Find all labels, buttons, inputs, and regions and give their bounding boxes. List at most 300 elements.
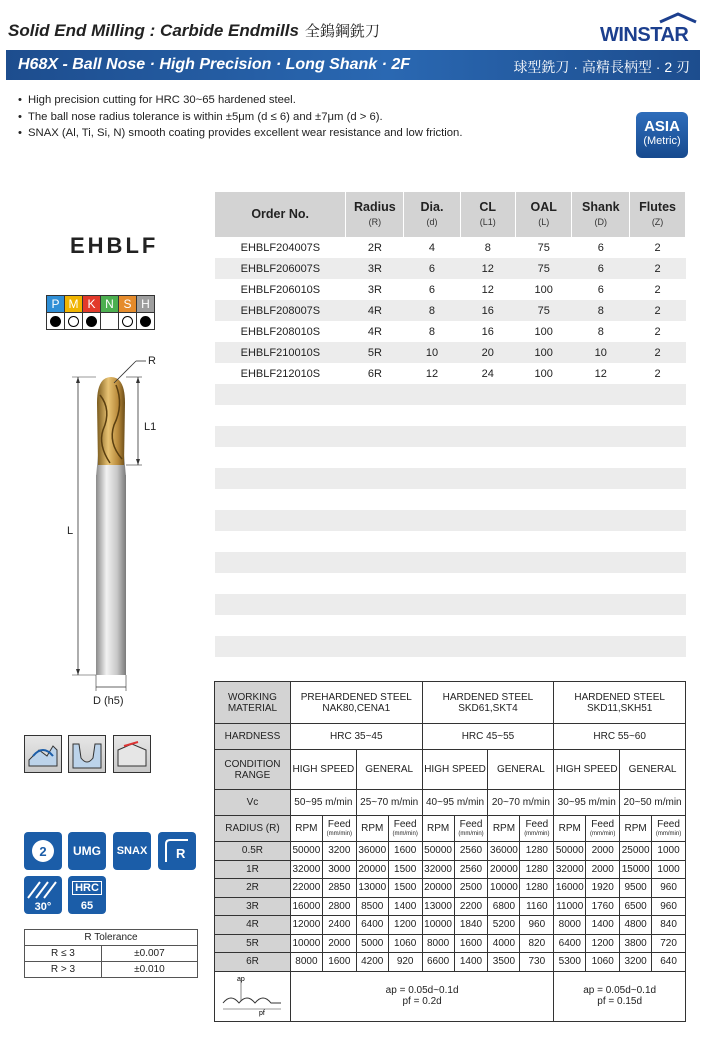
spec-header (630, 192, 686, 237)
header-unit: (Z) (651, 216, 664, 227)
table-row (215, 934, 686, 953)
table-cell: 3000 (322, 860, 356, 879)
table-cell: EHBLF204007S (240, 241, 321, 254)
empty-cell (346, 384, 404, 405)
table-cell: 6400 (554, 934, 586, 953)
material-letter: N (101, 296, 119, 313)
empty-cell (404, 405, 460, 426)
shank-body (96, 475, 126, 675)
table-cell: 2800 (322, 897, 356, 916)
empty-row (215, 468, 686, 489)
facing-icon (113, 735, 151, 773)
radius-letter: R (176, 846, 186, 861)
empty-cell (346, 636, 404, 657)
feed-unit: (mm/min) (524, 830, 550, 837)
region-label: ASIA (644, 118, 680, 135)
empty-cell (346, 489, 404, 510)
empty-cell (404, 447, 460, 468)
table-row (215, 321, 686, 342)
table-cell: 22000 (290, 879, 322, 898)
table-cell: 8 (404, 300, 460, 321)
feed-header (322, 816, 356, 842)
table-cell: 9500 (620, 879, 652, 898)
table-cell: 1060 (388, 934, 422, 953)
table-cell: 2 (654, 325, 661, 338)
table-cell: 4R (367, 325, 382, 338)
table-row (215, 860, 686, 879)
empty-cell (346, 510, 404, 531)
ball-radius-badge (158, 832, 196, 870)
material-grades: SKD11,SKH51 (586, 702, 653, 714)
empty-cell (460, 447, 515, 468)
table-cell: 6 (597, 241, 604, 254)
empty-cell (215, 594, 346, 615)
empty-cell (515, 489, 571, 510)
table-cell: 2560 (454, 842, 488, 861)
empty-cell (215, 405, 346, 426)
material-mark (137, 313, 155, 330)
table-cell: 2R (367, 241, 382, 254)
table-cell: 4200 (356, 953, 388, 972)
table-cell: 6800 (488, 897, 520, 916)
table-cell: 8 (572, 300, 630, 321)
empty-cell (346, 531, 404, 552)
table-cell: 8000 (554, 916, 586, 935)
table-cell: 15000 (620, 860, 652, 879)
empty-cell (630, 552, 686, 573)
tolerance-value: ±0.007 (101, 946, 197, 962)
table-cell: EHBLF212010S (240, 367, 321, 380)
product-code: EHBLF (70, 233, 159, 258)
feed-label: Feed (525, 818, 549, 830)
r-tolerance-table (24, 929, 198, 978)
table-cell: 6600 (422, 953, 454, 972)
table-cell: 4 (428, 241, 436, 254)
header-unit: (L1) (479, 216, 496, 227)
empty-cell (460, 405, 515, 426)
table-cell: 12 (481, 283, 494, 296)
table-cell: 11000 (554, 897, 586, 916)
vc-cell: 25~70 m/min (356, 790, 422, 816)
empty-cell (515, 615, 571, 636)
table-cell: 960 (520, 916, 554, 935)
empty-cell (572, 510, 630, 531)
empty-cell (572, 384, 630, 405)
empty-row (215, 447, 686, 468)
empty-cell (630, 426, 686, 447)
empty-cell (460, 489, 515, 510)
material-group (554, 682, 686, 724)
dim-r-label: R (148, 355, 156, 367)
hardness-value: HRC 45~55 (422, 724, 554, 750)
condition-cell: HIGH SPEED (422, 750, 488, 790)
header-label: Shank (582, 199, 620, 214)
empty-cell (630, 510, 686, 531)
table-cell: 6500 (620, 897, 652, 916)
hrc-label: HRC (72, 881, 102, 895)
table-cell: 2500 (454, 879, 488, 898)
material-mark (101, 313, 119, 330)
feed-unit: (mm/min) (655, 830, 682, 837)
empty-cell (572, 615, 630, 636)
header-unit: (d) (426, 216, 438, 227)
region-unit: (Metric) (643, 135, 681, 147)
table-cell: 50000 (290, 842, 322, 861)
table-cell: 1000 (652, 860, 686, 879)
table-cell: 20 (460, 342, 515, 363)
feed-header (388, 816, 422, 842)
material-letter: S (119, 296, 137, 313)
radius-cell: 2R (215, 879, 291, 898)
empty-cell (630, 489, 686, 510)
empty-row (215, 510, 686, 531)
feed-label: Feed (459, 818, 483, 830)
brand-name: WINSTAR (600, 24, 689, 46)
helix-angle-badge (24, 876, 62, 914)
empty-cell (215, 636, 346, 657)
table-cell: EHBLF208010S (240, 325, 321, 338)
empty-cell (215, 510, 346, 531)
table-cell: EHBLF208007S (215, 300, 346, 321)
dim-l1-label: L1 (144, 421, 157, 433)
condition-cell: HIGH SPEED (290, 750, 356, 790)
table-cell: 32000 (422, 860, 454, 879)
empty-cell (215, 531, 346, 552)
pf-formula: pf = 0.15d (597, 996, 643, 1007)
table-cell: 6 (428, 283, 436, 296)
empty-cell (404, 573, 460, 594)
material-name: HARDENED STEEL (442, 691, 534, 703)
region-badge (636, 112, 688, 158)
cutting-conditions-table (214, 681, 686, 1022)
empty-cell (515, 405, 571, 426)
table-row (215, 953, 686, 972)
table-cell: 6 (572, 258, 630, 279)
table-cell: 1200 (388, 916, 422, 935)
material-mark (83, 313, 101, 330)
empty-cell (515, 594, 571, 615)
empty-row (215, 636, 686, 657)
empty-cell (630, 594, 686, 615)
tolerance-range: R > 3 (25, 962, 102, 978)
table-cell: 1060 (586, 953, 620, 972)
table-cell: 2 (654, 283, 661, 296)
header-unit: (R) (368, 216, 382, 227)
table-cell: 8 (484, 241, 491, 254)
dim-l-label: L (67, 525, 74, 537)
table-row (215, 300, 686, 321)
feature-item: • High precision cutting for HRC 30~65 hardened steel. (18, 92, 462, 109)
table-cell: EHBLF206007S (215, 258, 346, 279)
empty-cell (515, 384, 571, 405)
empty-cell (404, 510, 460, 531)
table-cell: 12 (594, 367, 607, 380)
spec-header (515, 192, 571, 237)
table-cell: 50000 (554, 842, 586, 861)
table-cell: 920 (388, 953, 422, 972)
empty-cell (515, 468, 571, 489)
table-cell: 25000 (620, 842, 652, 861)
header-label: Dia. (420, 199, 444, 214)
empty-cell (460, 573, 515, 594)
table-cell: 32000 (290, 860, 322, 879)
feed-unit: (mm/min) (326, 830, 352, 837)
table-cell: 6 (597, 283, 604, 296)
feed-header (520, 816, 554, 842)
empty-row (215, 489, 686, 510)
table-row (215, 916, 686, 935)
empty-cell (630, 615, 686, 636)
table-cell: EHBLF210010S (215, 342, 346, 363)
table-row (215, 842, 686, 861)
table-cell: 75 (537, 241, 550, 254)
table-cell: 75 (515, 300, 571, 321)
table-cell: 12 (460, 258, 515, 279)
empty-cell (346, 573, 404, 594)
hrc-badge (68, 876, 106, 914)
feature-list (18, 92, 462, 142)
table-cell: 20000 (356, 860, 388, 879)
empty-cell (460, 426, 515, 447)
table-cell: 3500 (488, 953, 520, 972)
table-cell: 50000 (422, 842, 454, 861)
empty-cell (404, 531, 460, 552)
table-cell: 2400 (322, 916, 356, 935)
material-grades: SKD61,SKT4 (458, 702, 518, 714)
empty-cell (460, 384, 515, 405)
feature-item: • The ball nose radius tolerance is within ±5μm (d ≤ 6) and ±7μm (d > 6). (18, 109, 462, 126)
empty-cell (630, 636, 686, 657)
table-cell: 5R (346, 342, 404, 363)
feed-unit: (mm/min) (590, 830, 616, 837)
table-cell: 8500 (356, 897, 388, 916)
header-label: Flutes (639, 199, 676, 214)
empty-row (215, 573, 686, 594)
cutting-flute (97, 377, 125, 465)
spec-table (215, 192, 686, 657)
empty-cell (630, 405, 686, 426)
table-cell: 36000 (488, 842, 520, 861)
table-row (215, 363, 686, 384)
ap-formula: ap = 0.05d~0.1d (385, 985, 459, 996)
table-cell: 3R (367, 283, 382, 296)
suitable-open-icon (122, 316, 133, 327)
empty-row (215, 426, 686, 447)
empty-cell (572, 531, 630, 552)
empty-cell (215, 426, 346, 447)
radius-cell: 4R (215, 916, 291, 935)
umg-badge: UMG (68, 832, 106, 870)
table-cell: 820 (520, 934, 554, 953)
table-cell: 2000 (586, 860, 620, 879)
header-label: Radius (354, 199, 396, 214)
empty-cell (630, 468, 686, 489)
table-row (215, 342, 686, 363)
ap-pf-diagram (215, 971, 291, 1021)
snax-badge: SNAX (113, 832, 151, 870)
vc-cell: 50~95 m/min (290, 790, 356, 816)
table-cell: 10000 (488, 879, 520, 898)
radius-cell: 5R (215, 934, 291, 953)
table-cell: 1280 (520, 860, 554, 879)
empty-cell (515, 447, 571, 468)
table-cell: 3800 (620, 934, 652, 953)
ap-formula: ap = 0.05d~0.1d (583, 985, 657, 996)
category-title-cn: 全鎢鋼銑刀 (304, 23, 380, 40)
r-tolerance-title: R Tolerance (25, 930, 198, 946)
dim-d-label: D (h5) (93, 695, 124, 707)
table-cell: 10 (404, 342, 460, 363)
vc-cell: 30~95 m/min (554, 790, 620, 816)
table-cell: 100 (534, 283, 553, 296)
empty-cell (404, 468, 460, 489)
condition-label: CONDITION RANGE (215, 750, 291, 790)
empty-cell (346, 615, 404, 636)
material-suitability (46, 295, 155, 330)
rpm-header: RPM (620, 816, 652, 842)
empty-cell (630, 573, 686, 594)
empty-cell (215, 489, 346, 510)
empty-cell (460, 594, 515, 615)
feed-label: Feed (657, 818, 680, 830)
table-cell: 5200 (488, 916, 520, 935)
table-cell: 2 (630, 258, 686, 279)
spec-header (460, 192, 515, 237)
empty-cell (215, 384, 346, 405)
empty-cell (572, 447, 630, 468)
empty-cell (404, 594, 460, 615)
table-cell: 1400 (388, 897, 422, 916)
suitable-full-icon (86, 316, 97, 327)
vc-cell: 20~50 m/min (620, 790, 686, 816)
table-row (215, 237, 686, 258)
feed-header (586, 816, 620, 842)
table-cell: 1600 (322, 953, 356, 972)
table-cell: 8 (597, 325, 604, 338)
header-label: CL (479, 199, 497, 214)
empty-row (215, 531, 686, 552)
table-cell: 2200 (454, 897, 488, 916)
pocketing-icon (68, 735, 106, 773)
empty-cell (630, 384, 686, 405)
empty-cell (460, 636, 515, 657)
feed-unit: (mm/min) (458, 830, 484, 837)
empty-cell (630, 447, 686, 468)
empty-cell (404, 636, 460, 657)
table-cell: 1840 (454, 916, 488, 935)
material-letter: M (65, 296, 83, 313)
empty-cell (460, 510, 515, 531)
empty-cell (460, 531, 515, 552)
empty-cell (346, 552, 404, 573)
table-cell: 20000 (488, 860, 520, 879)
table-cell: 2000 (586, 842, 620, 861)
suitable-full-icon (50, 316, 61, 327)
flute-count-badge (24, 832, 62, 870)
empty-cell (346, 405, 404, 426)
material-letter: H (137, 296, 155, 313)
tolerance-value: ±0.010 (101, 962, 197, 978)
table-cell: 36000 (356, 842, 388, 861)
table-cell: 2 (654, 367, 661, 380)
table-cell: 75 (515, 258, 571, 279)
header-label: Order No. (251, 207, 309, 221)
empty-cell (215, 447, 346, 468)
hardness-label: HARDNESS (215, 724, 291, 750)
working-material-label: WORKING MATERIAL (215, 682, 291, 724)
table-cell: 8000 (422, 934, 454, 953)
condition-cell: GENERAL (488, 750, 554, 790)
table-cell: 12 (425, 367, 439, 380)
helix-angle: 30° (34, 901, 52, 913)
empty-cell (572, 468, 630, 489)
table-cell: 8000 (290, 953, 322, 972)
rpm-header: RPM (356, 816, 388, 842)
radius-cell: 3R (215, 897, 291, 916)
table-cell: 16000 (554, 879, 586, 898)
material-name: HARDENED STEEL (574, 691, 665, 703)
empty-cell (404, 384, 460, 405)
table-cell: 2850 (322, 879, 356, 898)
empty-row (215, 594, 686, 615)
material-name: PREHARDENED STEEL (300, 691, 412, 703)
hrc-value: 65 (80, 900, 94, 912)
material-group (290, 682, 422, 724)
table-cell: 4000 (488, 934, 520, 953)
pf-formula: pf = 0.2d (402, 996, 442, 1007)
empty-cell (460, 468, 515, 489)
empty-cell (630, 531, 686, 552)
spec-header (215, 192, 346, 237)
tolerance-range: R ≤ 3 (25, 946, 102, 962)
feed-label: Feed (591, 818, 615, 830)
empty-cell (404, 426, 460, 447)
table-cell: 1160 (520, 897, 554, 916)
table-cell: 8 (428, 325, 436, 338)
empty-cell (460, 552, 515, 573)
table-cell: 1600 (388, 842, 422, 861)
table-cell: 720 (652, 934, 686, 953)
banner-title-cn: 球型銑刀 · 高精長柄型 · 2 刃 (513, 59, 690, 75)
table-cell: 6R (367, 367, 382, 380)
empty-cell (515, 426, 571, 447)
material-grades: NAK80,CENA1 (322, 702, 391, 714)
table-cell: 16000 (290, 897, 322, 916)
table-cell: 5000 (356, 934, 388, 953)
empty-cell (515, 510, 571, 531)
spec-header (346, 192, 404, 237)
tool-drawing (40, 355, 200, 715)
table-cell: 100 (534, 325, 553, 338)
feed-header (652, 816, 686, 842)
table-cell: 840 (652, 916, 686, 935)
suitable-open-icon (68, 316, 79, 327)
table-cell: 1280 (520, 879, 554, 898)
empty-cell (572, 489, 630, 510)
table-cell: 2 (654, 241, 661, 254)
banner-title: H68X - Ball Nose · High Precision · Long Shank · 2F (18, 56, 411, 73)
table-cell: 3R (346, 258, 404, 279)
rpm-header: RPM (488, 816, 520, 842)
radius-cell: 6R (215, 953, 291, 972)
table-cell: 960 (652, 879, 686, 898)
table-cell: 2000 (322, 934, 356, 953)
radius-label: RADIUS (R) (215, 816, 291, 842)
empty-cell (572, 573, 630, 594)
table-row (215, 879, 686, 898)
table-cell: 13000 (356, 879, 388, 898)
condition-cell: GENERAL (356, 750, 422, 790)
